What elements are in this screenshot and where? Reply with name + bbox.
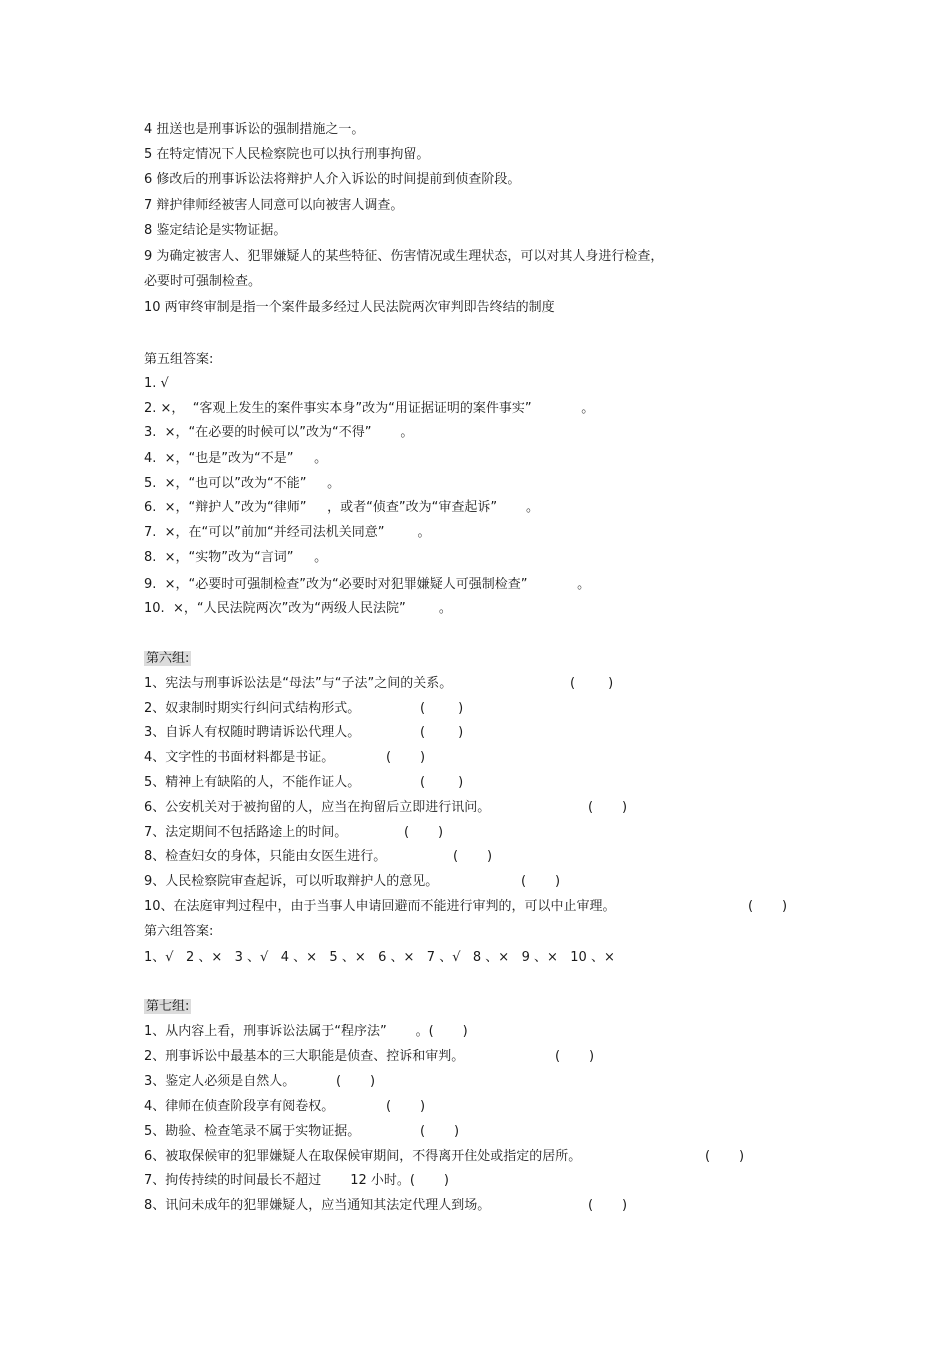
group7-item-2-answer-blank: ( )	[555, 1049, 595, 1064]
question-5: 5 在特定情况下人民检察院也可以执行刑事拘留。	[144, 147, 430, 162]
group6-item-3-answer-blank: ( )	[420, 725, 464, 740]
group6-item-3: 3、自诉人有权随时聘请诉讼代理人。	[144, 725, 361, 740]
group6-item-7-answer-blank: ( )	[404, 825, 444, 840]
question-10: 10 两审终审制是指一个案件最多经过人民法院两次审判即告终结的制度	[144, 300, 555, 315]
question-9-cont: 必要时可强制检查。	[144, 274, 262, 289]
group5-answer-1: 1. √	[144, 376, 169, 391]
group7-title: 第七组:	[146, 999, 190, 1014]
group6-item-9-answer-blank: ( )	[521, 874, 561, 889]
group7-item-3: 3、鉴定人必须是自然人。	[144, 1074, 296, 1089]
question-9: 9 为确定被害人、犯罪嫌疑人的某些特征、伤害情况或生理状态，可以对其人身进行检查，	[144, 249, 664, 264]
question-7: 7 辩护律师经被害人同意可以向被害人调查。	[144, 198, 404, 213]
group5-answer-10: 10. ×，“人民法院两次”改为“两级人民法院” 。	[144, 601, 452, 616]
group5-answers-title: 第五组答案:	[144, 352, 214, 367]
group6-item-5: 5、精神上有缺陷的人，不能作证人。	[144, 775, 361, 790]
group5-answer-4: 4. ×，“也是”改为“不是” 。	[144, 451, 328, 466]
group5-answer-2: 2. ×， “客观上发生的案件事实本身”改为“用证据证明的案件事实” 。	[144, 401, 595, 416]
group6-item-10: 10、在法庭审判过程中，由于当事人申请回避而不能进行审判的，可以中止审理。	[144, 899, 616, 914]
group7-item-6: 6、被取保候审的犯罪嫌疑人在取保候审期间，不得离开住处或指定的居所。	[144, 1149, 582, 1164]
group5-answer-3: 3. ×，“在必要的时候可以”改为“不得” 。	[144, 425, 414, 440]
group5-answer-5: 5. ×，“也可以”改为“不能” 。	[144, 476, 341, 491]
group6-answers-title: 第六组答案:	[144, 924, 214, 939]
group7-item-5-answer-blank: ( )	[420, 1124, 460, 1139]
group6-item-6-answer-blank: ( )	[588, 800, 628, 815]
group7-item-6-answer-blank: ( )	[705, 1149, 745, 1164]
group6-item-7: 7、法定期间不包括路途上的时间。	[144, 825, 348, 840]
group5-answer-7: 7. ×，在“可以”前加“并经司法机关同意” 。	[144, 525, 431, 540]
group6-item-2: 2、奴隶制时期实行纠问式结构形式。	[144, 701, 361, 716]
question-6: 6 修改后的刑事诉讼法将辩护人介入诉讼的时间提前到侦查阶段。	[144, 172, 521, 187]
group6-item-6: 6、公安机关对于被拘留的人，应当在拘留后立即进行讯问。	[144, 800, 491, 815]
group6-item-2-answer-blank: ( )	[420, 701, 464, 716]
question-8: 8 鉴定结论是实物证据。	[144, 223, 287, 238]
group7-item-5: 5、勘验、检查笔录不属于实物证据。	[144, 1124, 361, 1139]
group7-title-wrap	[144, 998, 191, 1016]
group6-item-1: 1、宪法与刑事诉讼法是“母法”与“子法”之间的关系。	[144, 676, 453, 691]
question-4: 4 扭送也是刑事诉讼的强制措施之一。	[144, 122, 365, 137]
group6-item-1-answer-blank: ( )	[570, 676, 614, 691]
group6-item-5-answer-blank: ( )	[420, 775, 464, 790]
group6-item-4: 4、文字性的书面材料都是书证。	[144, 750, 335, 765]
group5-answer-6: 6. ×，“辩护人”改为“律师” ，或者“侦查”改为“审查起诉” 。	[144, 500, 540, 515]
group6-item-8-answer-blank: ( )	[453, 849, 493, 864]
group7-item-2: 2、刑事诉讼中最基本的三大职能是侦查、控诉和审判。	[144, 1049, 465, 1064]
group7-item-8-answer-blank: ( )	[588, 1198, 628, 1213]
group6-item-10-answer-blank: ( )	[748, 899, 788, 914]
group6-title-wrap	[144, 650, 191, 668]
group7-item-7: 7、拘传持续的时间最长不超过 12 小时。( )	[144, 1173, 449, 1188]
group7-item-4: 4、律师在侦查阶段享有阅卷权。	[144, 1099, 335, 1114]
group6-title: 第六组:	[146, 651, 190, 666]
group6-item-4-answer-blank: ( )	[386, 750, 426, 765]
group5-answer-9: 9. ×，“必要时可强制检查”改为“必要时对犯罪嫌疑人可强制检查” 。	[144, 577, 591, 592]
group6-item-8: 8、检查妇女的身体，只能由女医生进行。	[144, 849, 387, 864]
group7-item-4-answer-blank: ( )	[386, 1099, 426, 1114]
group6-answers: 1、√ 2 、× 3 、√ 4 、× 5 、× 6 、× 7 、√ 8 、× 9 、× 10 、×	[144, 950, 615, 965]
group7-item-3-answer-blank: ( )	[336, 1074, 376, 1089]
group7-item-8: 8、讯问未成年的犯罪嫌疑人，应当通知其法定代理人到场。	[144, 1198, 491, 1213]
group6-item-9: 9、人民检察院审查起诉，可以听取辩护人的意见。	[144, 874, 439, 889]
group5-answer-8: 8. ×，“实物”改为“言词” 。	[144, 550, 328, 565]
group7-item-1: 1、从内容上看，刑事诉讼法属于“程序法” 。( )	[144, 1024, 468, 1039]
